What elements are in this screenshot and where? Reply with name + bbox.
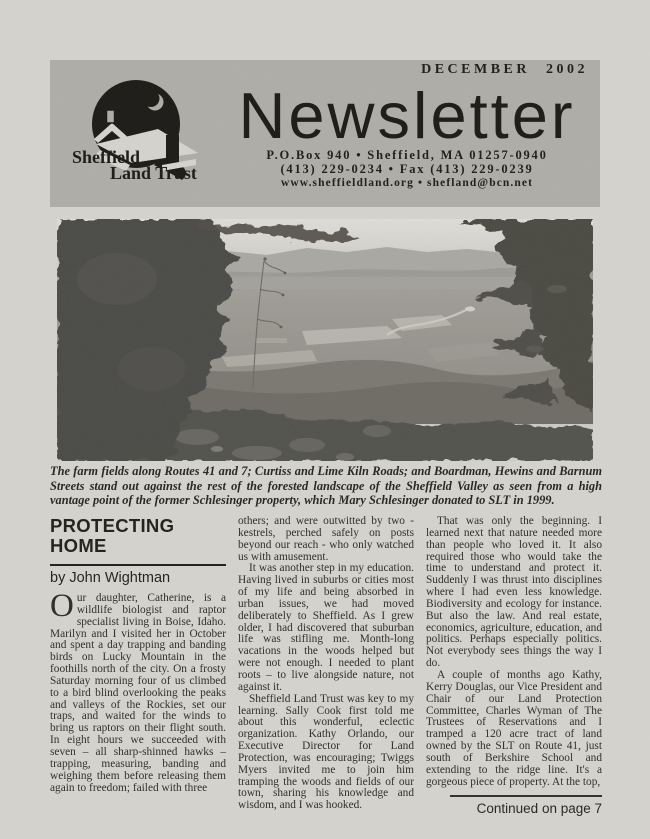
- masthead-center: [208, 79, 606, 190]
- article-columns: [50, 516, 602, 816]
- article-byline: by John Wightman: [50, 570, 171, 586]
- logo-name-line2: Land Trust: [110, 163, 197, 183]
- paragraph: others; and were outwitted by two - kestrels, perched safely on posts beyond our reach - who only watched us with amusement.: [238, 515, 414, 563]
- paragraph: A couple of months ago Kathy, Kerry Douglas, our Vice President and Chair of our Land Protection Committee, Charles Wyman of The Trustees of Reservations and I tramped a 120 acre tract of land owned by the SLT on Route 41, just south of Berkshire School and extending to the ridge line. It's a gorgeous piece of property. At the top,: [426, 668, 602, 788]
- article-column-3: [426, 516, 602, 816]
- address-line: P.O.Box 940 • Sheffield, MA 01257-0940: [266, 148, 548, 162]
- photo-caption: The farm fields along Routes 41 and 7; Curtiss and Lime Kiln Roads; and Boardman, Hewins and Barnum Streets stand out against the rest of the forested landscape of the Sheffield Valley as seen from a high vantage point of the former Schlesinger property, which Mary Schlesinger donated to SLT in 1999.: [50, 464, 602, 508]
- continued-rule: [450, 795, 602, 797]
- article-column-2: [238, 516, 414, 816]
- dropcap: O: [50, 588, 74, 624]
- phone-line: (413) 229-0234 • Fax (413) 229-0239: [280, 162, 534, 176]
- article-column-1: [50, 516, 226, 816]
- valley-photo: [57, 219, 593, 461]
- issue-date: DECEMBER 2002: [421, 62, 588, 77]
- paragraph-text: ur daughter, Catherine, is a wildlife biologist and raptor specialist living in Boise, Idaho. Marilyn and I visited her in October and spent a day trapping and banding birds on Lucky Mountain in the foothills north of the city. On a frosty Saturday morning four of us climbed to a bird blind overlooking the peaks and valleys of the Rockies, set our traps, and waited for the winds to bring us raptors on their flight south. In eight hours we succeeded with seven – all sharp-shinned hawks – trapping, measuring, banding and weighing them before releasing them again to freedom; failed with three: [50, 592, 226, 794]
- article-title-line2: HOME: [50, 535, 107, 556]
- masthead: [50, 60, 600, 207]
- paragraph: It was another step in my education. Having lived in suburbs or cities most of my life and being absorbed in urban issues, we had moved deliberately to Sheffield. As I grew older, I had discovered that suburban life was stifling me. Month-long vacations in the woods helped but were not enough. I needed to plant roots – to live alongside nature, not against it.: [238, 562, 414, 693]
- article-title-line1: PROTECTING: [50, 515, 175, 536]
- paragraph: Sheffield Land Trust was key to my learning. Sally Cook first told me about this wonderful, eclectic organization. Kathy Orlando, our Executive Director for Land Protection, was encouraging; Twiggs Myers invited me to join him tramping the woods and fields of our town, sharing his knowledge and wisdom, and I was hooked.: [238, 692, 414, 812]
- logo-name-line1: Sheffield: [72, 147, 141, 167]
- paragraph: That was only the beginning. I learned next that nature needed more than people who loved it. It also required those who would take the time to understand and protect it. Suddenly I was thrust into disciplines where I had even less knowledge. Biodiversity and ecology for instance. But also the law. And real estate, economics, agriculture, education, and politics. Perhaps especially politics. Not everybody sees things the way I do.: [426, 515, 602, 670]
- continued-notice: [426, 795, 602, 818]
- masthead-title: Newsletter: [238, 79, 576, 152]
- sheffield-land-trust-logo: [70, 77, 228, 203]
- byline-rule: [50, 564, 226, 566]
- paragraph: [50, 588, 226, 794]
- web-line: www.sheffieldland.org • shefland@bcn.net: [280, 177, 533, 189]
- continued-label: Continued on page 7: [476, 801, 602, 817]
- article-title: [50, 516, 226, 556]
